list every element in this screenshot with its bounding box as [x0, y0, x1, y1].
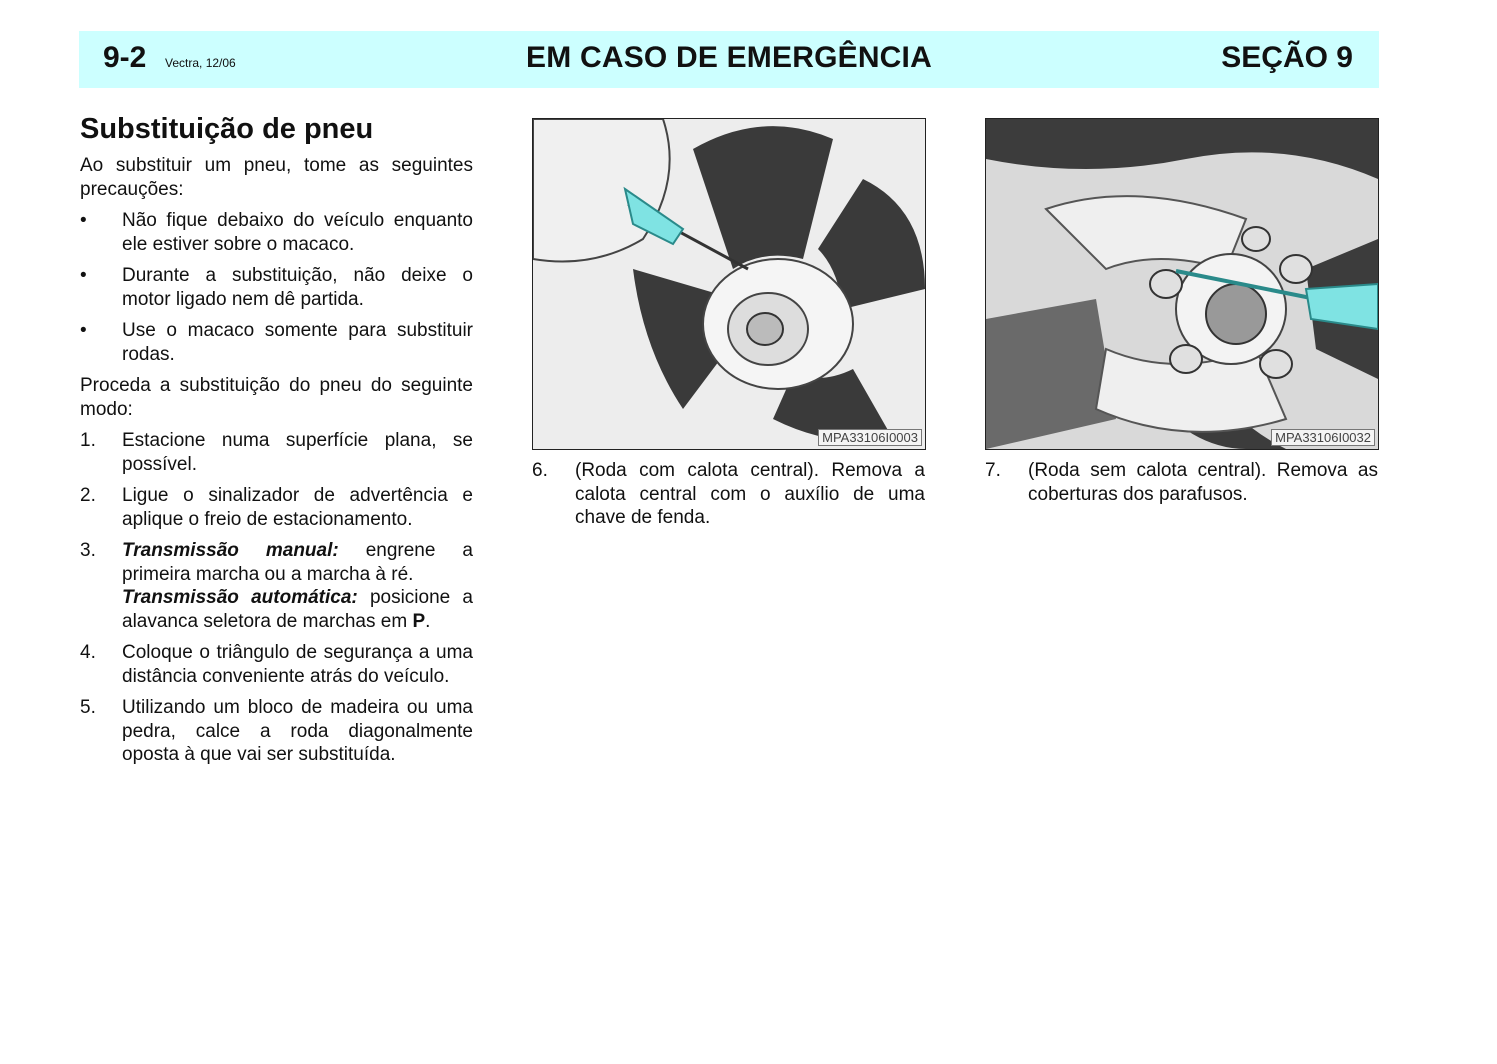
- procedure-intro: Proceda a substituição do pneu do seguinte modo:: [80, 375, 473, 420]
- automatic-transmission-text: posicione a alavanca seletora de marchas em: [122, 587, 474, 632]
- figure-caption: [985, 459, 1378, 514]
- step-number: 7.: [985, 460, 1001, 481]
- figure-caption: [532, 459, 925, 538]
- figure-wheel-without-cap: [985, 118, 1379, 450]
- figure-code: MPA33106I0032: [1271, 429, 1375, 446]
- section-label: SEÇÃO 9: [1221, 41, 1353, 74]
- list-item: [80, 319, 473, 366]
- figure-code: MPA33106I0003: [818, 429, 922, 446]
- step-item: [532, 459, 925, 530]
- step-item: [80, 539, 473, 633]
- step-number: 3.: [80, 540, 96, 561]
- step-number: 5.: [80, 697, 96, 718]
- step-number: 6.: [532, 460, 548, 481]
- step-item: [80, 484, 473, 531]
- step-text: [122, 539, 473, 633]
- figure-wheel-with-cap: [532, 118, 926, 450]
- bullet-text: Não fique debaixo do veículo enquanto ele estiver sobre o macaco.: [122, 210, 473, 255]
- step-text: (Roda sem calota central). Remova as coberturas dos parafusos.: [1028, 460, 1378, 505]
- step-item: [80, 641, 473, 688]
- step-text: Estacione numa superfície plana, se possível.: [122, 430, 473, 475]
- step-item: [80, 696, 473, 767]
- page-number: 9-2: [103, 41, 147, 74]
- bullet-text: Use o macaco somente para substituir rodas.: [122, 320, 473, 365]
- step-number: 4.: [80, 642, 96, 663]
- model-label: Vectra, 12/06: [165, 56, 236, 70]
- section-title: Substituição de pneu: [80, 113, 374, 145]
- step-item: [80, 429, 473, 476]
- manual-transmission-label: Transmissão manual:: [122, 540, 339, 561]
- step-number: 2.: [80, 485, 96, 506]
- text-column: [80, 112, 473, 775]
- wheel-illustration: [986, 119, 1378, 449]
- step-number: 1.: [80, 430, 96, 451]
- step-text: Ligue o sinalizador de advertência e aplique o freio de estacionamento.: [122, 485, 473, 530]
- bullet-marker: •: [80, 320, 87, 341]
- park-position: P: [412, 610, 426, 632]
- page-header: [79, 31, 1379, 88]
- step-text: Utilizando um bloco de madeira ou uma pedra, calce a roda diagonalmente oposta à que vai ser substituída.: [122, 697, 473, 765]
- bullet-text: Durante a substituição, não deixe o motor ligado nem dê partida.: [122, 265, 473, 310]
- sentence-end: .: [425, 610, 431, 632]
- chapter-title: EM CASO DE EMERGÊNCIA: [526, 41, 932, 74]
- wheel-illustration: [533, 119, 925, 449]
- intro-paragraph: Ao substituir um pneu, tome as seguintes precauções:: [80, 155, 473, 200]
- automatic-transmission-label: Transmissão automática:: [122, 587, 358, 608]
- bullet-marker: •: [80, 265, 87, 286]
- list-item: [80, 209, 473, 256]
- step-text: (Roda com calota central). Remova a calota central com o auxílio de uma chave de fenda.: [575, 460, 925, 528]
- bullet-marker: •: [80, 210, 87, 231]
- list-item: [80, 264, 473, 311]
- manual-transmission-text: engrene a primeira marcha ou a marcha à ré.: [122, 540, 473, 585]
- step-text: Coloque o triângulo de segurança a uma distância conveniente atrás do veículo.: [122, 642, 473, 687]
- step-item: [985, 459, 1378, 506]
